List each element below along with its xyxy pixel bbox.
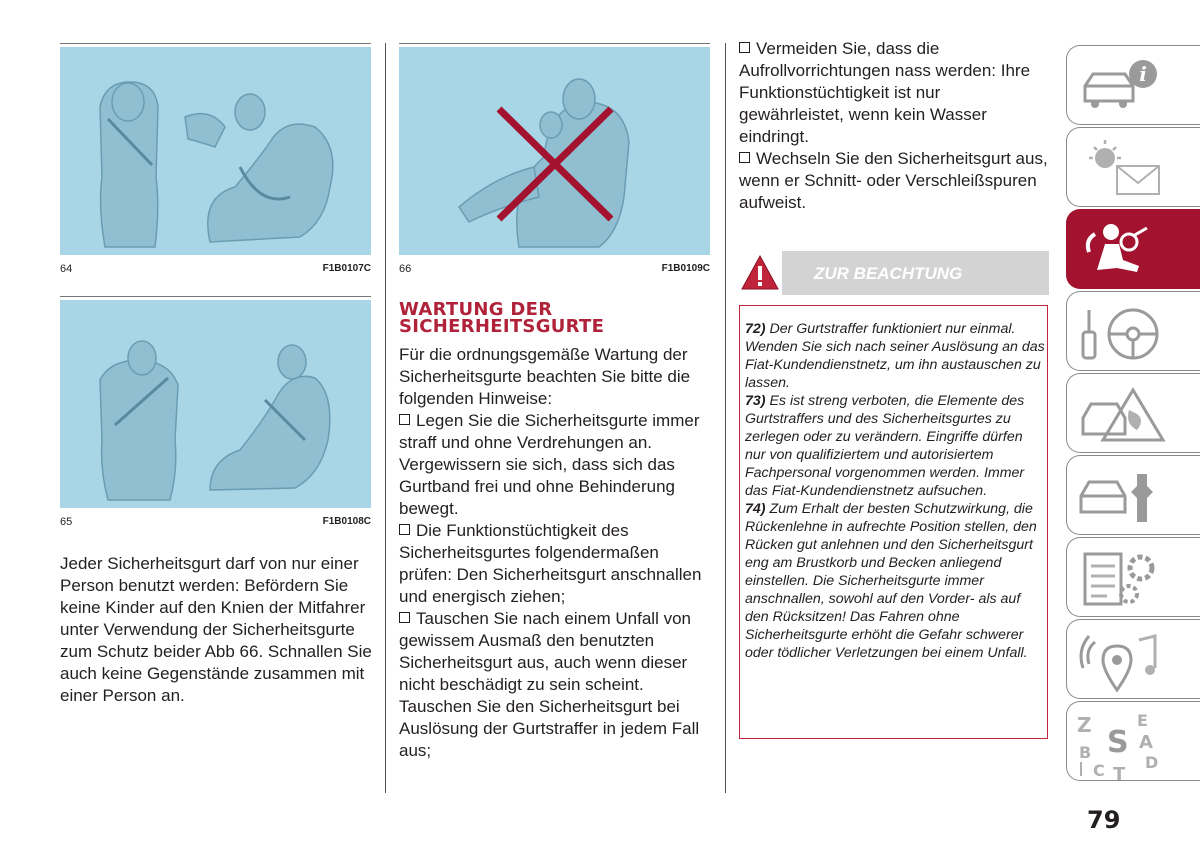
tab-car-info[interactable] xyxy=(1066,45,1200,125)
checkbox-bullet-icon xyxy=(399,612,410,623)
maintenance-item-1: Legen Sie die Sicherheitsgurte immer straff und ohne Verdrehungen an. Vergewissern sie sich, dass sich das Gurtband frei und ohne Behinderung bewegt. xyxy=(399,411,700,518)
figure-65-caption xyxy=(60,516,371,528)
tab-airbag-seatbelt[interactable] xyxy=(1066,209,1200,289)
tab-technical-data[interactable] xyxy=(1066,537,1200,617)
index-letter-a: A xyxy=(1139,732,1153,753)
maintenance-item-2: Die Funktionstüchtigkeit des Sicherheitsgurtes folgendermaßen prüfen: Den Sicherheitsgurt anschnallen und energisch ziehen; xyxy=(399,521,702,606)
note-74: 74) Zum Erhalt der besten Schutzwirkung, die Rückenlehne in aufrechte Position stellen, den Rücken gut anlehnen und den Sicherheitsgurt eng am Brustkorb und Becken anliegend einstellen. Die Sicherheitsgurte immer anschnallen, sowohl auf den Vorder- als auf den Rücksitzen! Das Fahren ohne Sicherheitsgurte erhöht die Gefahr schwerer oder tödlicher Verletzungen bei einem Unfall. xyxy=(745,501,1037,661)
tab-multimedia[interactable] xyxy=(1066,619,1200,699)
index-letters-icon xyxy=(1067,702,1200,782)
figure-66-caption xyxy=(399,263,710,275)
note-73: 73) Es ist streng verboten, die Elemente des Gurtstraffers und des Sicherheitsgurtes zu zerlegen oder zu verändern. Eingriffe dürfen nur von qualifiziertem und autorisiertem Fachpersonal vorgenommen werden. Immer das Fiat-Kundendienstnetz aufsuchen. xyxy=(745,393,1025,499)
car-warning-icon xyxy=(1067,374,1200,454)
section-heading-line-1: WARTUNG DER xyxy=(399,299,553,320)
tab-car-maintenance[interactable] xyxy=(1066,455,1200,535)
tab-lights-message[interactable] xyxy=(1066,127,1200,207)
figure-65-code: F1B0108C xyxy=(322,516,371,527)
tab-key-steering[interactable] xyxy=(1066,291,1200,371)
index-letter-t: T xyxy=(1113,764,1126,782)
page-number: 79 xyxy=(1087,806,1121,834)
checkbox-bullet-icon xyxy=(399,414,410,425)
svg-text:i: i xyxy=(1139,62,1147,86)
warning-notes xyxy=(745,320,1045,662)
index-letter-s: S xyxy=(1107,725,1129,760)
figure-66-number: 66 xyxy=(399,263,412,275)
warning-header xyxy=(738,251,1049,295)
key-steering-wheel-icon xyxy=(1067,292,1200,372)
seatbelt-usage-paragraph: Jeder Sicherheitsgurt darf von nur einer Person benutzt werden: Befördern Sie keine Kinder auf den Knien der Mitfahrer unter Verwendung der Sicherheitsgurte zum Schutz beider Abb 66. Schnallen Sie auch keine Gegenstände zusammen mit einer Person an. xyxy=(60,554,372,705)
figure-64-top-rule xyxy=(60,43,371,44)
airbag-seatbelt-icon xyxy=(1067,210,1200,290)
car-wrench-icon xyxy=(1067,456,1200,536)
checkbox-bullet-icon xyxy=(739,152,750,163)
figure-64-code: F1B0107C xyxy=(322,263,371,274)
figure-64-number: 64 xyxy=(60,263,73,275)
lights-message-icon xyxy=(1067,128,1200,208)
column-1-text xyxy=(60,553,372,707)
warning-title: ZUR BEACHTUNG xyxy=(814,264,963,283)
figure-64-caption xyxy=(60,263,371,275)
column-3-text xyxy=(739,38,1049,214)
figure-65-top-rule xyxy=(60,296,371,297)
index-letter-e: E xyxy=(1137,711,1148,730)
column-divider-1 xyxy=(385,43,386,793)
figure-66-top-rule xyxy=(399,43,710,44)
warning-triangle-icon xyxy=(738,251,782,295)
maintenance-item-4: Vermeiden Sie, dass die Aufrollvorrichtungen nass werden: Ihre Funktionstüchtigkeit ist nur gewährleistet, wenn kein Wasser eindringt. xyxy=(739,39,1031,146)
note-72: 72) Der Gurtstraffer funktioniert nur einmal. Wenden Sie sich nach seiner Auslösung an das Fiat-Kundendienstnetz, um ihn austauschen zu lassen. xyxy=(745,321,1045,391)
section-heading xyxy=(399,301,604,335)
figure-64-image xyxy=(60,47,371,255)
index-letter-c: C xyxy=(1093,761,1105,780)
figure-66-code: F1B0109C xyxy=(661,263,710,274)
maintenance-item-5: Wechseln Sie den Sicherheitsgurt aus, wenn er Schnitt- oder Verschleißspuren aufweist. xyxy=(739,149,1048,212)
car-info-icon xyxy=(1067,46,1200,126)
maintenance-item-3: Tauschen Sie nach einem Unfall von gewissem Ausmaß den benutzten Sicherheitsgurt aus, auch wenn dieser nicht beschädigt zu sein scheint. Tauschen Sie den Sicherheitsgurt bei Auslösung der Gurtstraffer in jedem Fall aus; xyxy=(399,609,700,760)
section-heading-line-2: SICHERHEITSGURTE xyxy=(399,316,605,337)
maintenance-intro: Für die ordnungsgemäße Wartung der Sicherheitsgurte beachten Sie bitte die folgenden Hinweise: xyxy=(399,345,691,408)
index-letter-z: Z xyxy=(1077,713,1092,737)
index-letter-d: D xyxy=(1145,753,1159,772)
checkbox-bullet-icon xyxy=(399,524,410,535)
figure-65-image xyxy=(60,300,371,508)
figure-66-image xyxy=(399,47,710,255)
multimedia-icon xyxy=(1067,620,1200,700)
tab-index[interactable] xyxy=(1066,701,1200,781)
tab-car-warning[interactable] xyxy=(1066,373,1200,453)
column-2-text xyxy=(399,344,711,762)
data-gears-icon xyxy=(1067,538,1200,618)
checkbox-bullet-icon xyxy=(739,42,750,53)
column-divider-2 xyxy=(725,43,726,793)
index-letter-b: B xyxy=(1079,743,1092,762)
figure-65-number: 65 xyxy=(60,516,73,528)
